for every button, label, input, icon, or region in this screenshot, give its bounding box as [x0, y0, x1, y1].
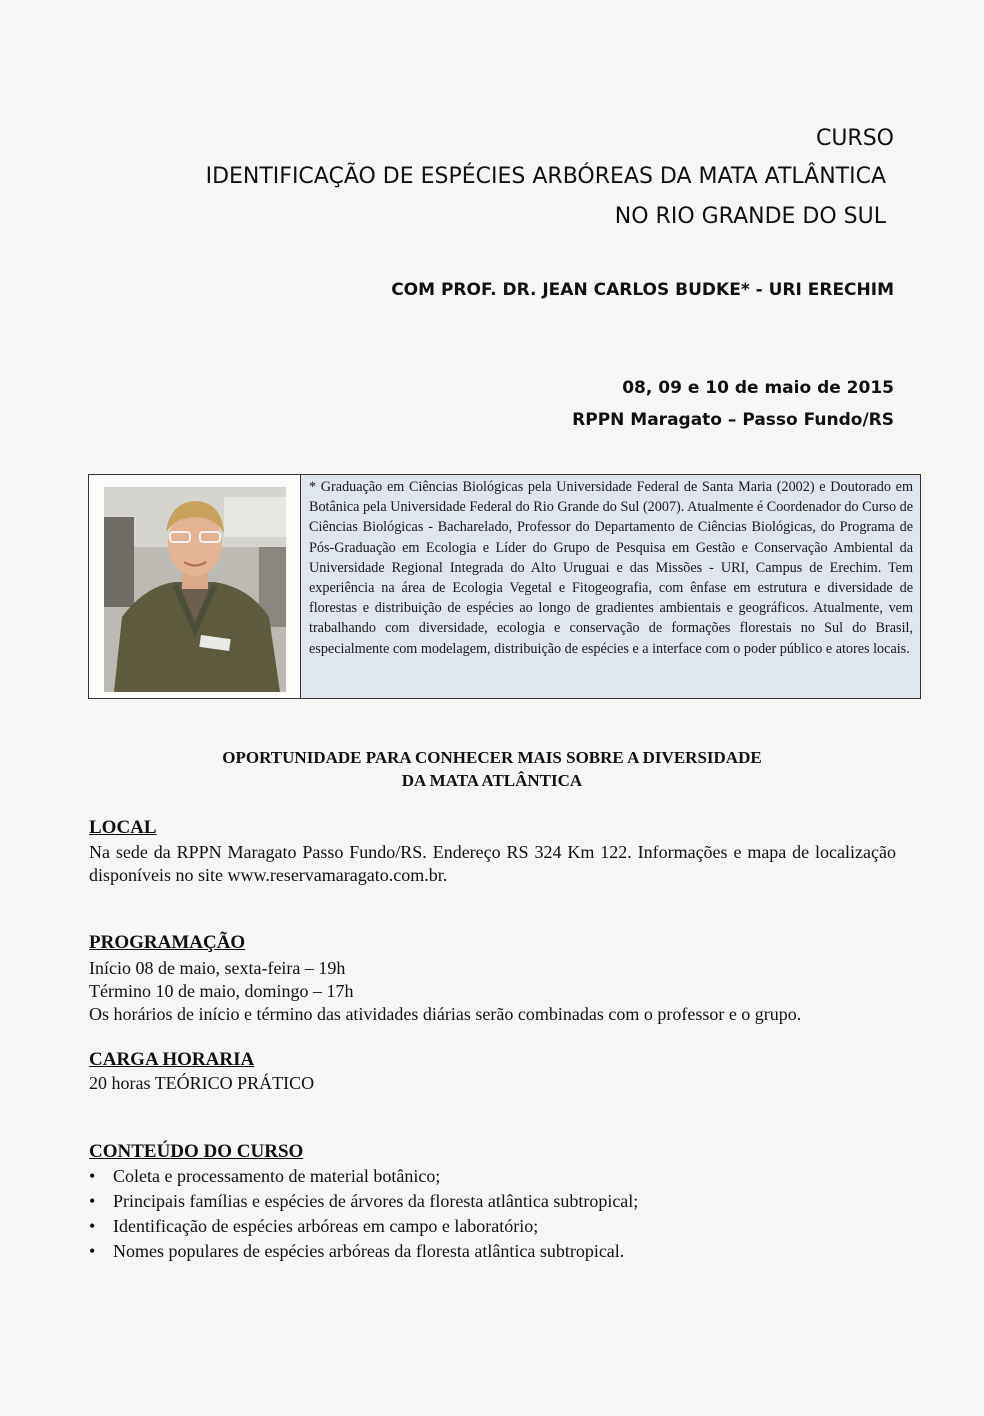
conteudo-heading: CONTEÚDO DO CURSO [89, 1141, 304, 1162]
programacao-heading: PROGRAMAÇÃO [89, 932, 246, 953]
list-item: • Principais famílias e espécies de árvores da floresta atlântica subtropical; [89, 1189, 638, 1214]
local-text: Na sede da RPPN Maragato Passo Fundo/RS. Endereço RS 324 Km 122. Informações e mapa de localização disponíveis no site www.reservamaragato.com.br. [89, 842, 896, 885]
local-heading: LOCAL [89, 817, 157, 838]
portrait-photo [104, 487, 286, 692]
bio-text: * Graduação em Ciências Biológicas pela Universidade Federal de Santa Maria (2002) e Doutorado em Botânica pela Universidade Federal do Rio Grande do Sul (2007). Atualmente é Coordenador do Curso de Ciências Biológicas - Bacharelado, Professor do Departamento de Ciências Biológicas, do Programa de Pós-Graduação em Ecologia e Líder do Grupo de Pesquisa em Gestão e Conservação Ambiental da Universidade Regional Integrada do Alto Uruguai e das Missões - URI, Campus de Erechim. Tem experiência na área de Ecologia Vegetal e Fitogeografia, com ênfase em estrutura e diversidade de florestas e distribuição de espécies ao longo de gradientes ambientais e geográficos. Atualmente, vem trabalhando com diversidade, ecologia e conservação de formações florestais no Sul do Brasil, especialmente com modelagem, distribuição de espécies e a interface com o poder público e atores locais. [301, 475, 920, 698]
programacao-line: Término 10 de maio, domingo – 17h [89, 981, 354, 1001]
portrait-photo-illustration [104, 487, 286, 692]
conteudo-list [89, 1164, 638, 1264]
list-item: • Nomes populares de espécies arbóreas da floresta atlântica subtropical. [89, 1239, 638, 1264]
photo-cell [89, 475, 301, 698]
programacao-text [89, 957, 896, 1026]
course-label: CURSO [815, 126, 894, 151]
course-title-line-1: IDENTIFICAÇÃO DE ESPÉCIES ARBÓREAS DA MATA ATLÂNTICA [205, 164, 886, 189]
bio-box [88, 474, 921, 699]
opportunity-title-line-2: DA MATA ATLÂNTICA [401, 771, 583, 790]
list-item: • Coleta e processamento de material botânico; [89, 1164, 638, 1189]
instructor-line: COM PROF. DR. JEAN CARLOS BUDKE* - URI ERECHIM [391, 280, 894, 300]
course-location: RPPN Maragato – Passo Fundo/RS [572, 410, 894, 430]
list-item: • Identificação de espécies arbóreas em campo e laboratório; [89, 1214, 638, 1239]
carga-heading: CARGA HORARIA [89, 1049, 255, 1070]
carga-text: 20 horas TEÓRICO PRÁTICO [89, 1073, 315, 1093]
course-dates: 08, 09 e 10 de maio de 2015 [622, 378, 894, 398]
opportunity-title-line-1: OPORTUNIDADE PARA CONHECER MAIS SOBRE A DIVERSIDADE [222, 748, 762, 767]
course-title-line-2: NO RIO GRANDE DO SUL [614, 204, 886, 229]
programacao-line: Os horários de início e término das atividades diárias serão combinadas com o professor e o grupo. [89, 1004, 802, 1024]
programacao-line: Início 08 de maio, sexta-feira – 19h [89, 958, 346, 978]
